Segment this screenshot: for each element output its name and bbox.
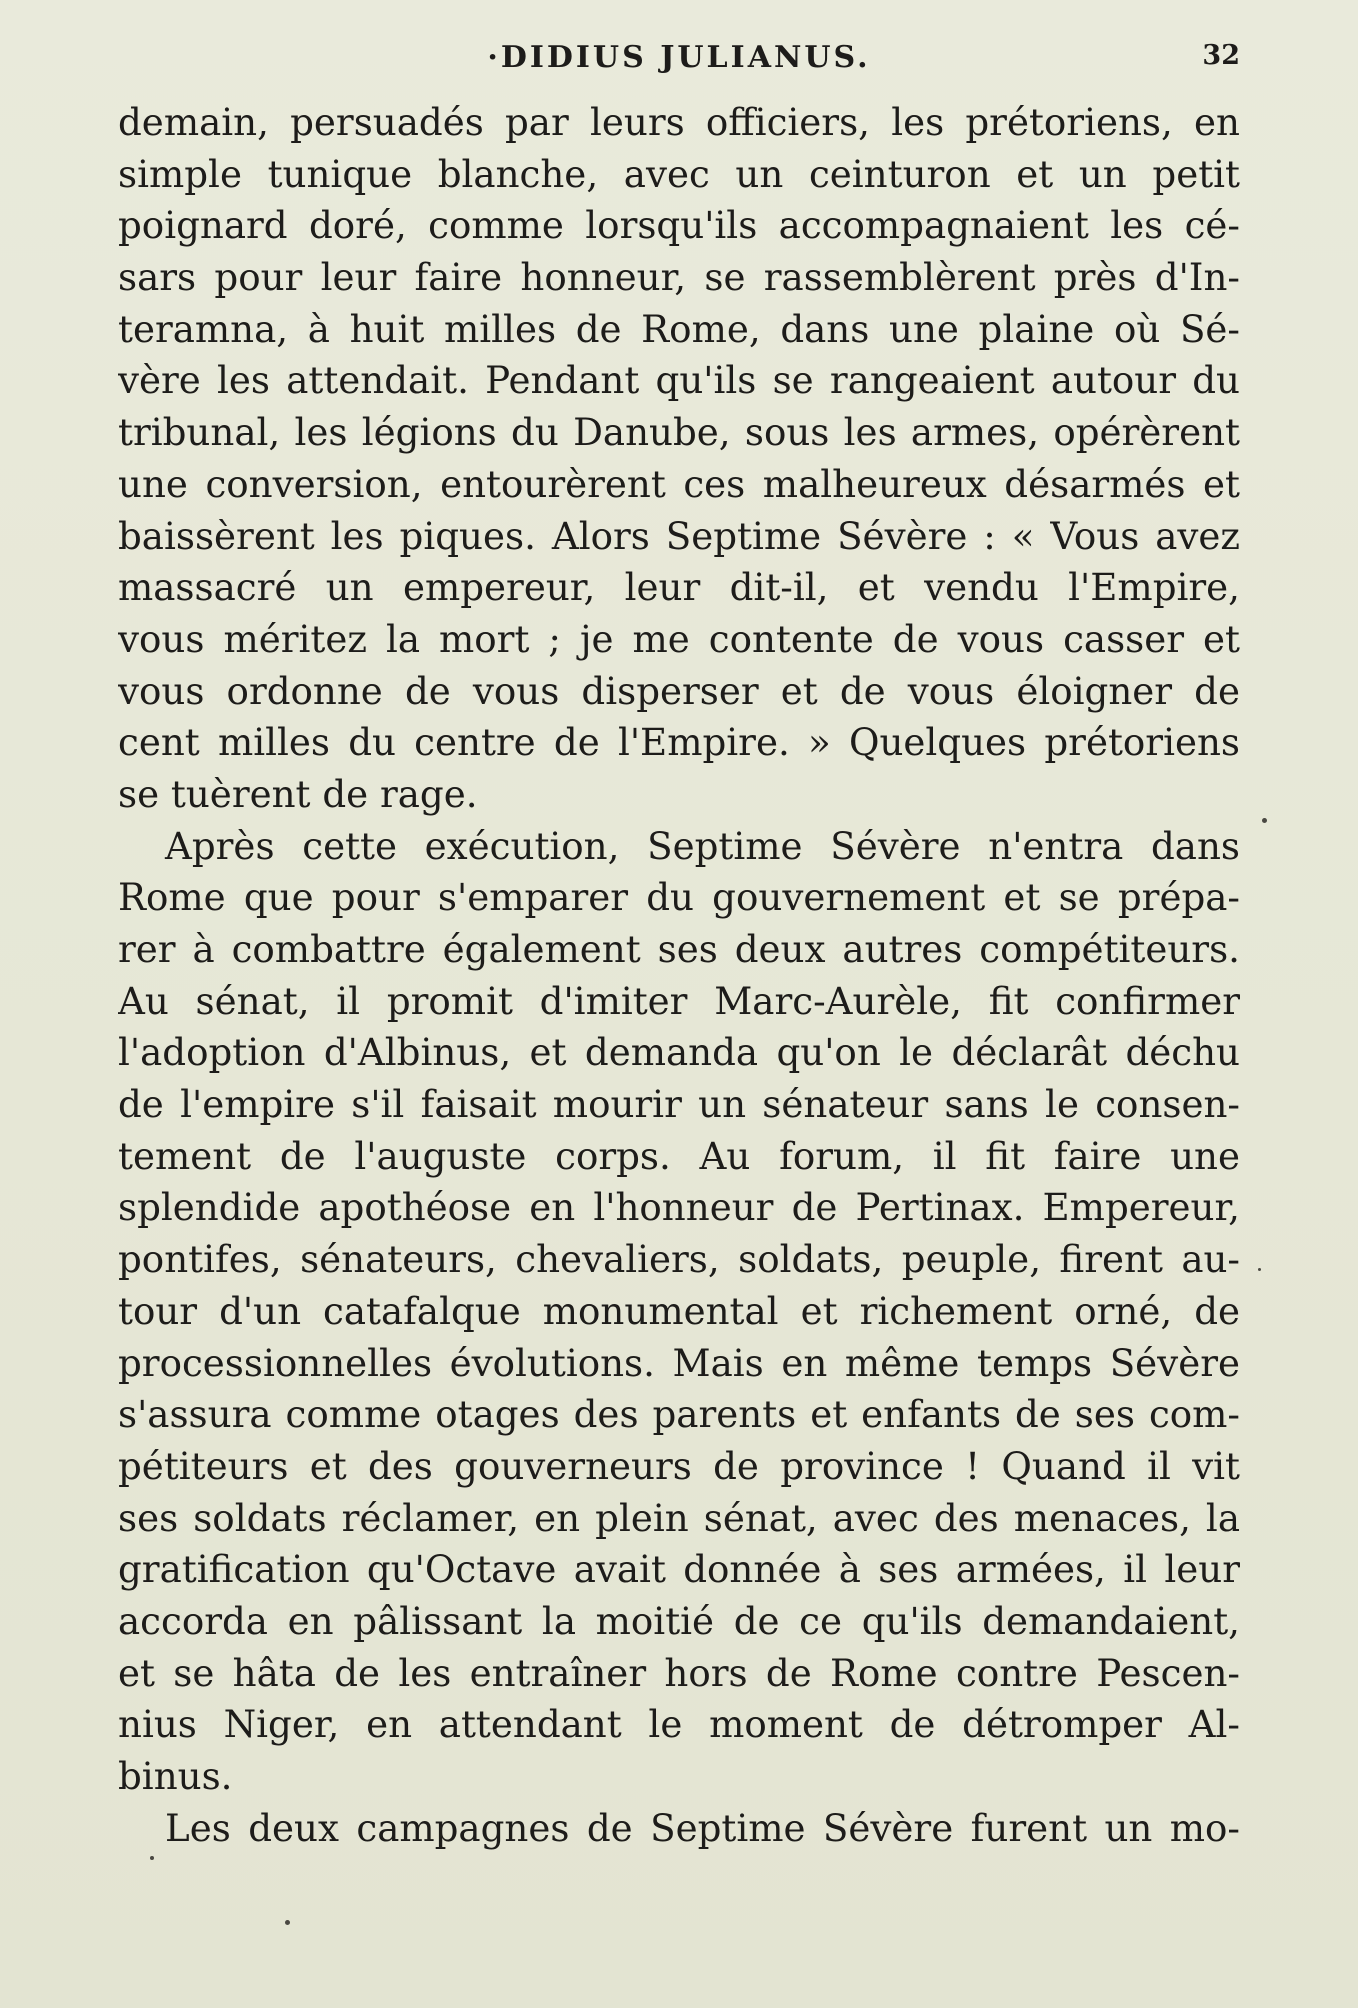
text-line: et se hâta de les entraîner hors de Rome contre Pescen-	[118, 1650, 1240, 1695]
text-line: massacré un empereur, leur dit-il, et vendu l'Empire,	[118, 565, 1240, 610]
text-line: vous ordonne de vous disperser et de vous éloigner de	[118, 668, 1240, 713]
text-line: s'assura comme otages des parents et enfants de ses com-	[118, 1392, 1240, 1437]
text-line: tour d'un catafalque monumental et richement orné, de	[118, 1288, 1240, 1333]
text-line: Rome que pour s'emparer du gouvernement et se prépa-	[118, 875, 1240, 920]
text-line: de l'empire s'il faisait mourir un sénateur sans le consen-	[118, 1082, 1240, 1127]
text-line: vère les attendait. Pendant qu'ils se rangeaient autour du	[118, 358, 1240, 403]
paper-speck	[285, 1920, 290, 1925]
paper-speck	[150, 1856, 154, 1860]
text-line: une conversion, entourèrent ces malheureux désarmés et	[118, 461, 1240, 506]
text-line: cent milles du centre de l'Empire. » Quelques prétoriens	[118, 720, 1240, 765]
text-line: tribunal, les légions du Danube, sous les armes, opérèrent	[118, 410, 1240, 455]
text-line: binus.	[118, 1754, 233, 1798]
paper-speck	[1258, 1268, 1261, 1271]
text-line: se tuèrent de rage.	[118, 771, 478, 816]
text-line: pontifes, sénateurs, chevaliers, soldats, peuple, firent au-	[118, 1237, 1240, 1282]
text-line: sars pour leur faire honneur, se rassemblèrent près d'In-	[118, 255, 1240, 300]
body-text	[118, 97, 1240, 1854]
text-line: l'adoption d'Albinus, et demanda qu'on le déclarât déchu	[118, 1030, 1240, 1075]
text-line: tement de l'auguste corps. Au forum, il fit faire une	[118, 1133, 1240, 1178]
paper-speck	[1262, 818, 1267, 823]
text-line: teramna, à huit milles de Rome, dans une plaine où Sé-	[118, 306, 1240, 351]
text-line: processionnelles évolutions. Mais en même temps Sévère	[118, 1340, 1240, 1385]
running-head-title: ·DIDIUS JULIANUS.	[487, 40, 871, 75]
text-line: rer à combattre également ses deux autres compétiteurs.	[118, 927, 1240, 971]
running-head	[118, 40, 1240, 80]
text-line: baissèrent les piques. Alors Septime Sévère : « Vous avez	[118, 513, 1240, 558]
text-line: nius Niger, en attendant le moment de détromper Al-	[118, 1702, 1240, 1747]
text-line: pétiteurs et des gouverneurs de province ! Quand il vit	[118, 1443, 1240, 1488]
text-line: ses soldats réclamer, en plein sénat, avec des menaces, la	[118, 1495, 1240, 1540]
page-number: 32	[1202, 40, 1240, 71]
text-line: poignard doré, comme lorsqu'ils accompagnaient les cé-	[118, 203, 1240, 248]
text-line: demain, persuadés par leurs officiers, les prétoriens, en	[118, 100, 1240, 144]
text-line: gratification qu'Octave avait donnée à ses armées, il leur	[118, 1547, 1240, 1592]
text-line: Après cette exécution, Septime Sévère n'entra dans	[165, 823, 1240, 868]
text-line: vous méritez la mort ; je me contente de vous casser et	[118, 616, 1240, 661]
text-line: splendide apothéose en l'honneur de Pertinax. Empereur,	[118, 1185, 1240, 1230]
text-line: Au sénat, il promit d'imiter Marc-Aurèle, fit confirmer	[118, 978, 1240, 1023]
text-line: Les deux campagnes de Septime Sévère furent un mo-	[165, 1805, 1240, 1850]
text-line: accorda en pâlissant la moitié de ce qu'ils demandaient,	[118, 1598, 1240, 1643]
text-line: simple tunique blanche, avec un ceinturon et un petit	[118, 151, 1240, 196]
